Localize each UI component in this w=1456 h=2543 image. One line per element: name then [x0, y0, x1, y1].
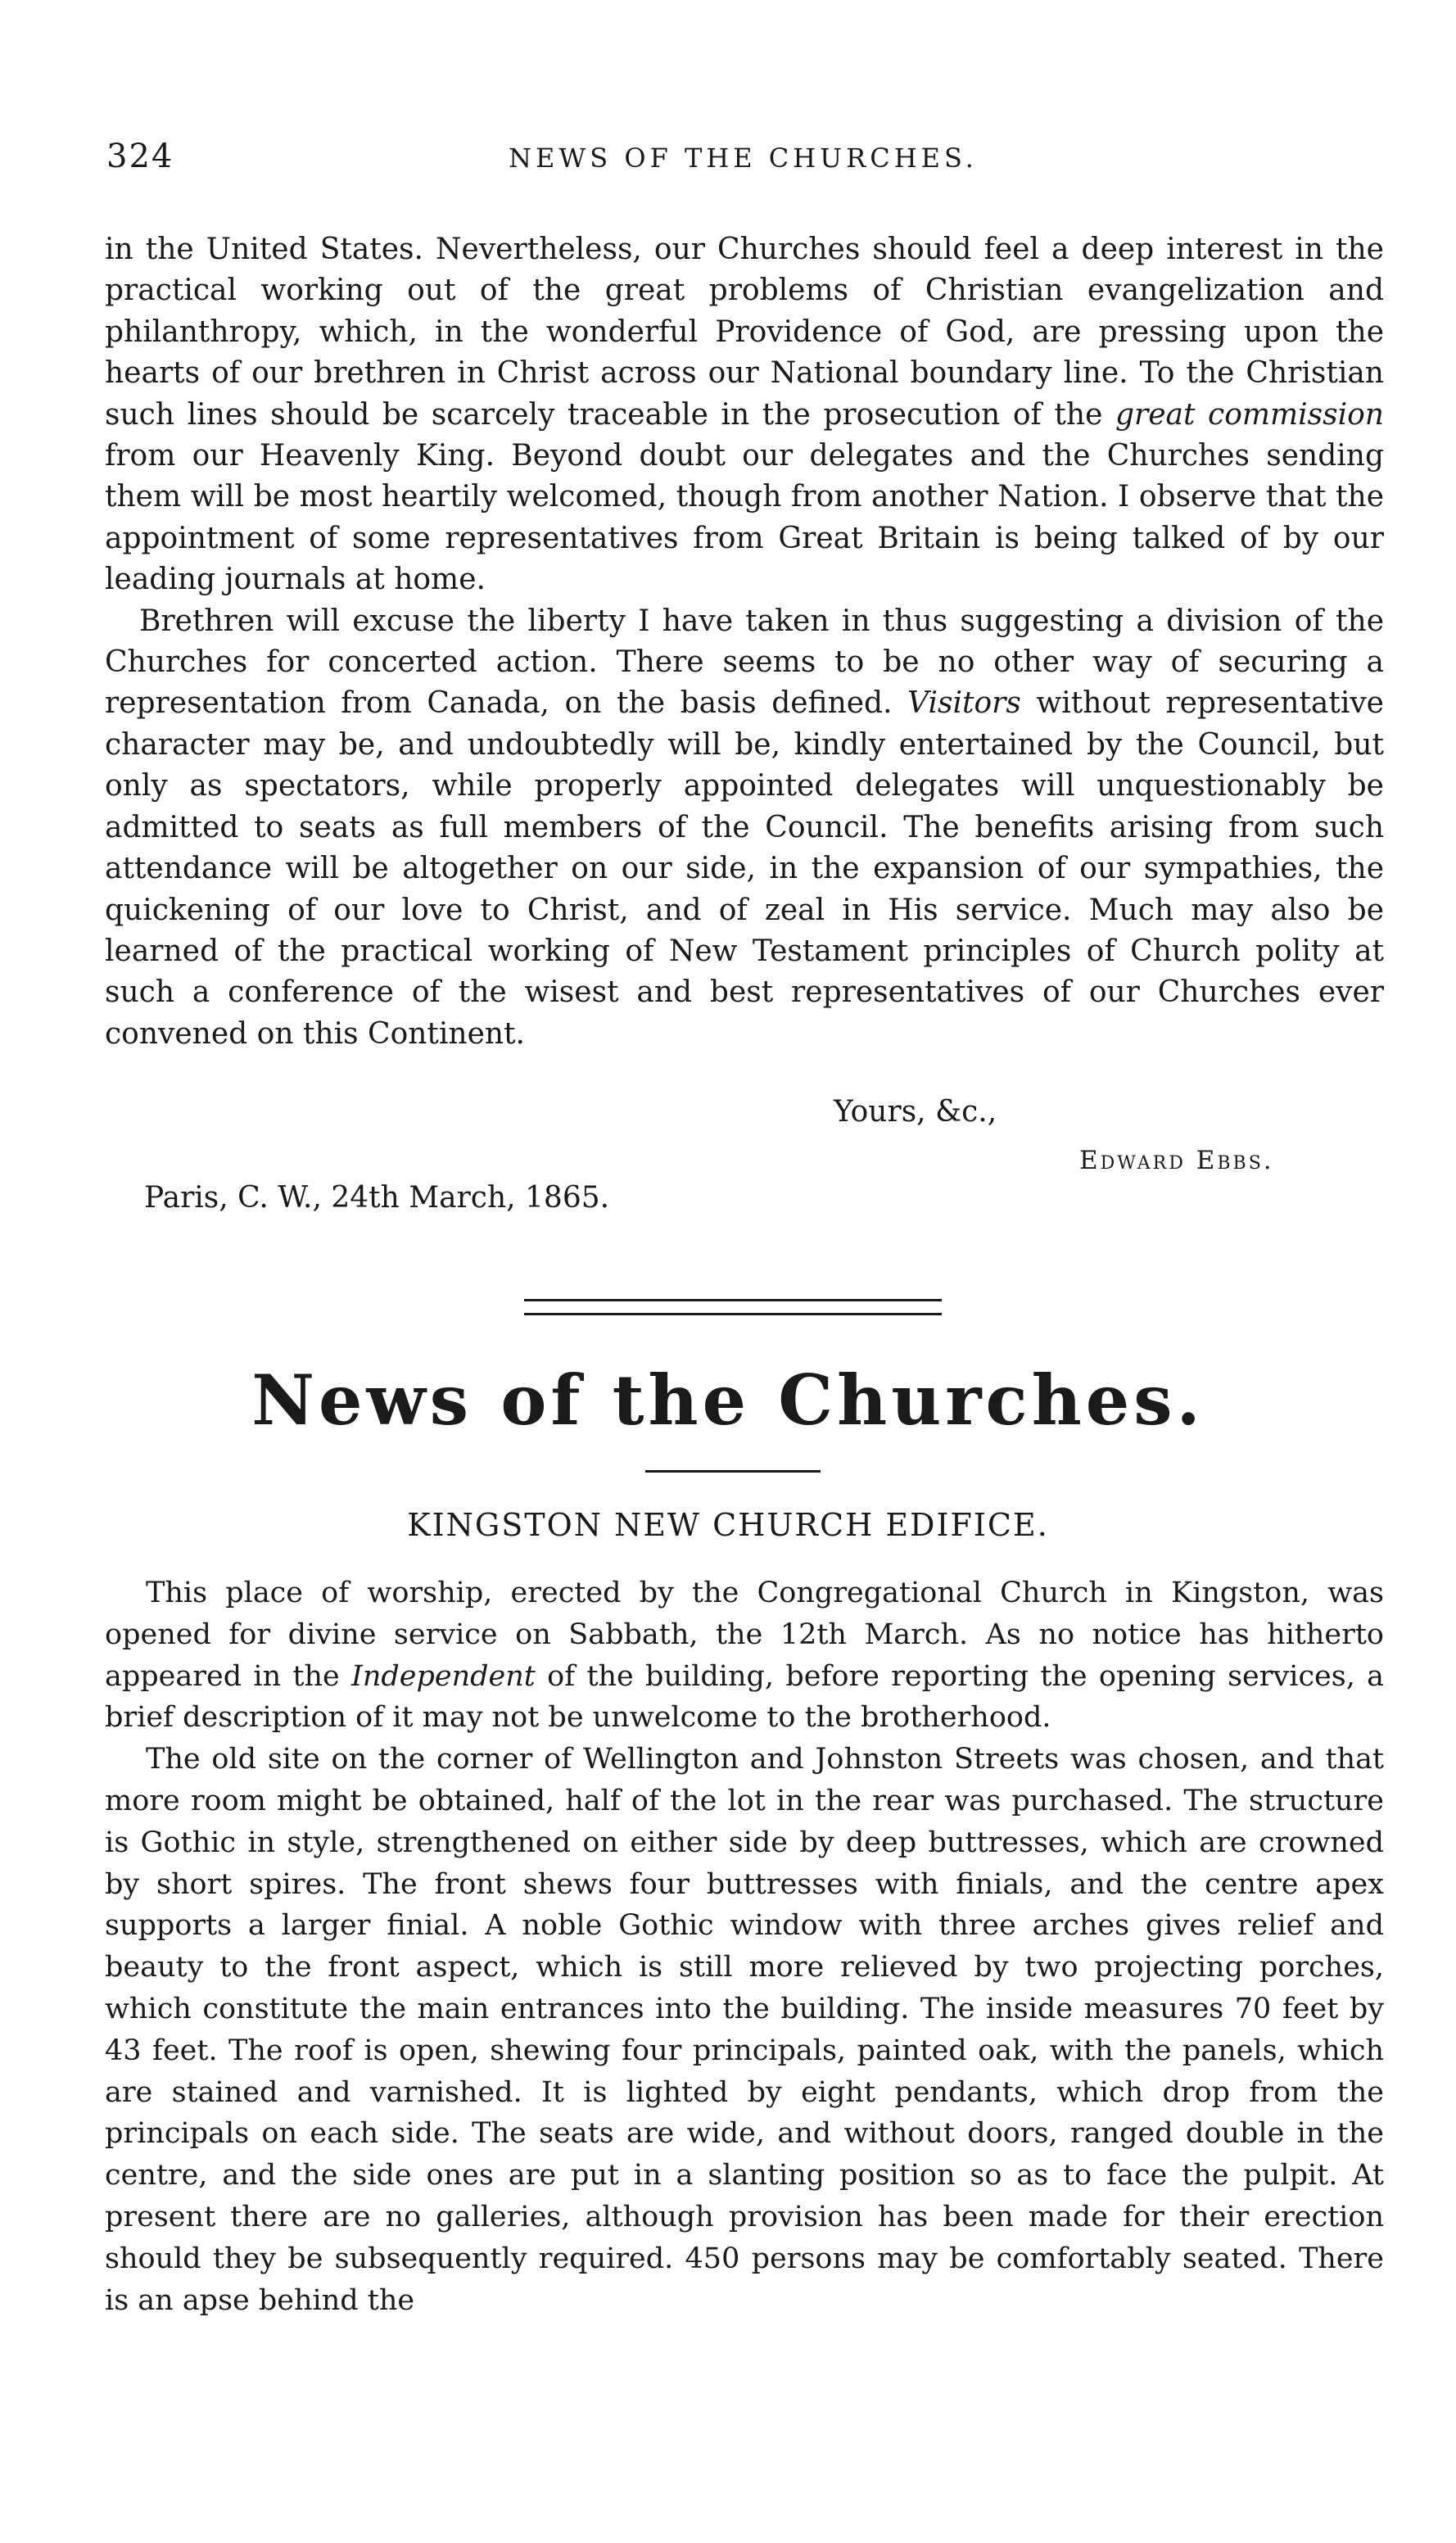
letter-p1-text-c: from our Heavenly King. Beyond doubt our delegates and the Churches sending them will be most heartily welcomed, though from another Nation. I observe that the appointment of some representatives from Great Britain is being talked of by our leading journals at home. [105, 439, 1384, 597]
letter-p1-italic: great commission [1115, 397, 1384, 432]
letter-p2-italic: Visitors [907, 686, 1021, 721]
letter-p2-text-c: without representative character may be, and undoubtedly will be, kindly entertained by the Council, but only as spectators, while properly appointed delegates will unquestionably be admitted to seats as full members of the Council. The benefits arising from such attendance will be altogether on our side, in the expansion of our sympathies, the quickening of our love to Christ, and of zeal in His service. Much may also be learned of the practical working of New Testament principles of Church polity at such a conference of the wisest and best representatives of our Churches ever convened on this Continent. [105, 686, 1384, 1051]
article-paragraph-2: The old site on the corner of Wellington and Johnston Streets was chosen, and that more room might be obtained, half of the lot in the rear was purchased. The structure is Gothic in style, strengthened on either side by deep buttresses, which are crowned by short spires. The front shews four buttresses with finials, and the centre apex supports a larger finial. A noble Gothic window with three arches gives relief and beauty to the front aspect, which is still more relieved by two projecting porches, which constitute the main entrances into the building. The inside measures 70 feet by 43 feet. The roof is open, shewing four principals, painted oak, with the panels, which are stained and varnished. It is lighted by eight pendants, which drop from the principals on each side. The seats are wide, and without doors, ranged double in the centre, and the side ones are put in a slanting position so as to face the pulpit. At present there are no galleries, although provision has been made for their erection should they be subsequently required. 450 persons may be comfortably seated. There is an apse behind the [105, 1743, 1384, 2317]
section-divider-rule [524, 1299, 942, 1315]
article-paragraph-1 [105, 1572, 1384, 1739]
letter-p1-text-a: in the United States. Nevertheless, our Churches should feel a deep interest in the practical working out of the great problems of Christian evangelization and philanthropy, which, in the wonderful Providence of God, are pressing upon the hearts of our brethren in Christ across our National boundary line. To the Christian such lines should be scarcely traceable in the prosecution of the [105, 233, 1384, 432]
page-header [106, 138, 1380, 183]
letter-dateline: Paris, C. W., 24th March, 1865. [144, 1181, 610, 1215]
section-heading: News of the Churches. [251, 1360, 1205, 1441]
article-body [105, 1572, 1384, 2321]
article-p1-italic: Independent [351, 1659, 536, 1693]
letter-p2-text-a: Brethren will excuse the liberty I have taken in thus suggesting a division of the Churches for concerted action. There seems to be no other way of securing a representation from Canada, on the basis defined. [105, 604, 1384, 721]
page-number: 324 [106, 138, 174, 175]
article-p1-text-c: of the building, before reporting the opening services, a brief description of it may not be unwelcome to the brotherhood. [105, 1659, 1384, 1735]
article-title: KINGSTON NEW CHURCH EDIFICE. [407, 1507, 1049, 1543]
letter-body [105, 229, 1384, 1055]
letter-paragraph-1 [105, 229, 1384, 601]
letter-paragraph-2 [105, 601, 1384, 1055]
letter-signature: Edward Ebbs. [1079, 1146, 1274, 1175]
running-head: NEWS OF THE CHURCHES. [509, 143, 978, 174]
article-p1-text-a: This place of worship, erected by the Congregational Church in Kingston, was opened for divine service on Sabbath, the 12th March. As no notice has hitherto appeared in the [105, 1577, 1384, 1693]
heading-underline-rule [645, 1470, 821, 1473]
letter-closing: Yours, &c., [834, 1095, 997, 1129]
